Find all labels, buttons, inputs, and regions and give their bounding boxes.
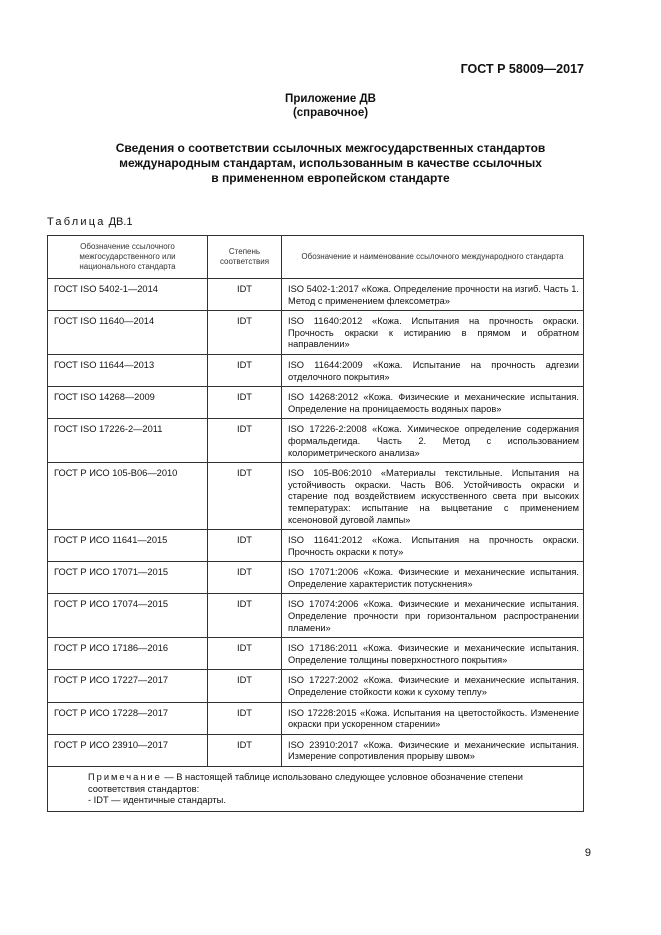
degree-cell: IDT	[208, 463, 282, 530]
international-standard-cell: ISO 17186:2011 «Кожа. Физические и механические испытания. Определение толщины поверхностного покрытия»	[282, 638, 584, 670]
appendix-title-line: международным стандартам, использованным в качестве ссылочных	[119, 156, 542, 170]
national-standard-cell: ГОСТ ISO 5402-1—2014	[48, 279, 208, 311]
international-standard-cell: ISO 23910:2017 «Кожа. Физические и механические испытания. Измерение сопротивления прорыву швом»	[282, 734, 584, 766]
degree-cell: IDT	[208, 562, 282, 594]
note-item: - IDT — идентичные стандарты.	[88, 795, 226, 806]
degree-cell: IDT	[208, 419, 282, 463]
page-number: 9	[584, 847, 591, 859]
note-text: — В настоящей таблице использовано следующее условное обозначение степени соответствия стандартов:	[88, 772, 523, 794]
table-caption-word: Таблица	[47, 216, 106, 228]
header-international-standard: Обозначение и наименование ссылочного международного стандарта	[282, 236, 584, 279]
degree-cell: IDT	[208, 354, 282, 386]
international-standard-cell: ISO 17226-2:2008 «Кожа. Химическое определение содержания формальдегида. Часть 2. Метод с использованием колориметрического анализа»	[282, 419, 584, 463]
degree-cell: IDT	[208, 702, 282, 734]
national-standard-cell: ГОСТ Р ИСО 17071—2015	[48, 562, 208, 594]
national-standard-cell: ГОСТ Р ИСО 17074—2015	[48, 594, 208, 638]
table-row	[48, 530, 584, 562]
international-standard-cell: ISO 17071:2006 «Кожа. Физические и механические испытания. Определение характеристик потускнения»	[282, 562, 584, 594]
table-caption	[47, 216, 133, 228]
table-row	[48, 311, 584, 355]
degree-cell: IDT	[208, 311, 282, 355]
table-row	[48, 463, 584, 530]
international-standard-cell: ISO 17228:2015 «Кожа. Испытания на цветостойкость. Изменение окраски при ускоренном старении»	[282, 702, 584, 734]
table-note-row	[48, 767, 584, 812]
header-degree: Степень соответствия	[208, 236, 282, 279]
degree-cell: IDT	[208, 387, 282, 419]
table-note	[48, 767, 584, 812]
international-standard-cell: ISO 11641:2012 «Кожа. Испытания на прочность окраски. Прочность окраски к поту»	[282, 530, 584, 562]
appendix-title-line: в примененном европейском стандарте	[211, 171, 450, 185]
international-standard-cell: ISO 17227:2002 «Кожа. Физические и механические испытания. Определение стойкости кожи к сухому теплу»	[282, 670, 584, 702]
standards-table	[47, 235, 584, 812]
national-standard-cell: ГОСТ ISO 11644—2013	[48, 354, 208, 386]
table-row	[48, 279, 584, 311]
national-standard-cell: ГОСТ ISO 14268—2009	[48, 387, 208, 419]
appendix-title-line: Сведения о соответствии ссылочных межгосударственных стандартов	[115, 141, 546, 155]
appendix-title	[0, 141, 661, 186]
degree-cell: IDT	[208, 734, 282, 766]
national-standard-cell: ГОСТ Р ИСО 17227—2017	[48, 670, 208, 702]
national-standard-cell: ГОСТ Р ИСО 17228—2017	[48, 702, 208, 734]
appendix-type: (справочное)	[292, 107, 369, 119]
international-standard-cell: ISO 105-B06:2010 «Материалы текстильные. Испытания на устойчивость окраски. Часть В06. Устойчивость окраски и старение под воздействием искусственного света при высоких температурах: испытание на выцветание с применением ксеноновой дуговой лампы»	[282, 463, 584, 530]
table-caption-id: ДВ.1	[108, 216, 133, 228]
national-standard-cell: ГОСТ ISO 17226-2—2011	[48, 419, 208, 463]
table-row	[48, 638, 584, 670]
degree-cell: IDT	[208, 670, 282, 702]
national-standard-cell: ГОСТ Р ИСО 11641—2015	[48, 530, 208, 562]
table-header-row	[48, 236, 584, 279]
table-row	[48, 419, 584, 463]
table-row	[48, 354, 584, 386]
table-row	[48, 734, 584, 766]
international-standard-cell: ISO 11644:2009 «Кожа. Испытание на прочность адгезии отделочного покрытия»	[282, 354, 584, 386]
degree-cell: IDT	[208, 279, 282, 311]
degree-cell: IDT	[208, 530, 282, 562]
international-standard-cell: ISO 17074:2006 «Кожа. Физические и механические испытания. Определение прочности при горизонтальном распространении пламени»	[282, 594, 584, 638]
note-label: Примечание	[88, 772, 162, 782]
table-row	[48, 702, 584, 734]
appendix-heading	[0, 92, 661, 120]
national-standard-cell: ГОСТ ISO 11640—2014	[48, 311, 208, 355]
international-standard-cell: ISO 5402-1:2017 «Кожа. Определение прочности на изгиб. Часть 1. Метод с применением флексометра»	[282, 279, 584, 311]
national-standard-cell: ГОСТ Р ИСО 17186—2016	[48, 638, 208, 670]
table-row	[48, 562, 584, 594]
national-standard-cell: ГОСТ Р ИСО 23910—2017	[48, 734, 208, 766]
degree-cell: IDT	[208, 638, 282, 670]
national-standard-cell: ГОСТ Р ИСО 105-В06—2010	[48, 463, 208, 530]
international-standard-cell: ISO 11640:2012 «Кожа. Испытания на прочность окраски. Прочность окраски к истиранию в прямом и обратном направлении»	[282, 311, 584, 355]
degree-cell: IDT	[208, 594, 282, 638]
header-national-standard: Обозначение ссылочного межгосударственного или национального стандарта	[48, 236, 208, 279]
table-row	[48, 387, 584, 419]
document-standard-id: ГОСТ Р 58009—2017	[460, 62, 584, 76]
international-standard-cell: ISO 14268:2012 «Кожа. Физические и механические испытания. Определение на проницаемость водяных паров»	[282, 387, 584, 419]
table-row	[48, 670, 584, 702]
table-row	[48, 594, 584, 638]
appendix-label: Приложение ДВ	[285, 93, 376, 105]
